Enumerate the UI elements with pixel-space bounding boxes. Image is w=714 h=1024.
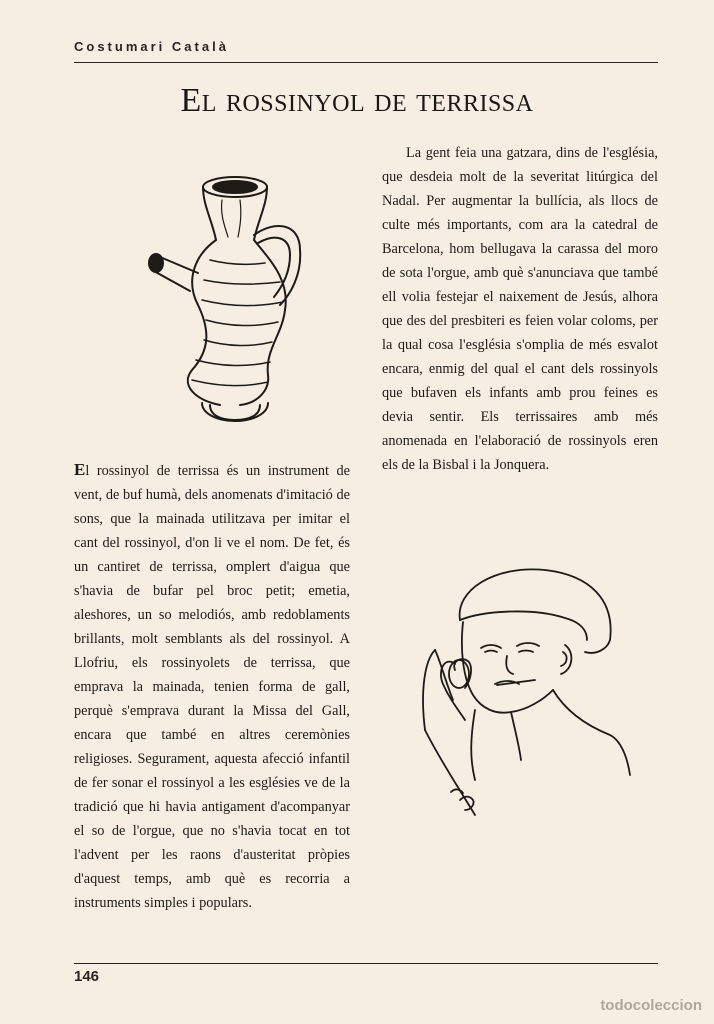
article-title	[0, 82, 714, 120]
left-column-text: l rossinyol de terrissa és un instrument de vent, de buf humà, dels anomenats d'imitació de sons, que la mainada utilitzava per imitar el cant del rossinyol, d'on li ve el nom. De fet, és un cantiret de terrissa, omplert d'aigua que s'havia de bufar pel broc petit; emetia, aleshores, un so melodiós, amb redoblaments brillants, molt semblants als del rossinyol. A Llofriu, els rossinyolets de terrissa, que emprava la mainada, tenien forma de gall, perquè s'emprava durant la Missa del Gall, encara que també en altres ceremònies religioses. Segurament, aquesta afecció infantil de fer sonar el rossinyol a les esglésies ve de la tradició que hi havia antigament d'acompanyar el so de l'orgue, que no s'havia tocat en tot l'advent per les raons d'austeritat pròpies d'aquest temps, amb què es recorria a instruments simples i populars.	[74, 463, 350, 911]
clay-whistle-pitcher-illustration	[140, 165, 340, 430]
right-column-paragraph	[382, 141, 658, 477]
watermark: todocoleccion	[600, 997, 702, 1014]
page-number: 146	[74, 968, 100, 985]
footer-rule	[74, 963, 658, 964]
paragraph-initial: E	[74, 460, 86, 479]
child-blowing-whistle-illustration	[415, 560, 635, 830]
running-header: Costumari Català	[74, 39, 229, 54]
title-initial: E	[180, 82, 202, 119]
header-rule	[74, 62, 658, 63]
title-rest: l rossinyol de terrissa	[201, 82, 534, 119]
left-column-paragraph	[74, 458, 350, 915]
right-column-text: La gent feia una gatzara, dins de l'església, que desdeia molt de la severitat litúrgica del Nadal. Per augmentar la bullícia, als llocs de culte més importants, com ara la catedral de Barcelona, hom bellugava la carassa del moro de sota l'orgue, amb què s'anunciava que també ell volia festejar el naixement de Jesús, alhora que des del presbiteri es feien volar coloms, per la qual cosa l'església s'omplia de més esvalot encara, enmig del qual el cant dels rossinyols que bufaven els infants amb prou feines es devia sentir. Els terrissaires amb més anomenada en l'elaboració de rossinyols eren els de la Bisbal i la Jonquera.	[382, 145, 658, 473]
